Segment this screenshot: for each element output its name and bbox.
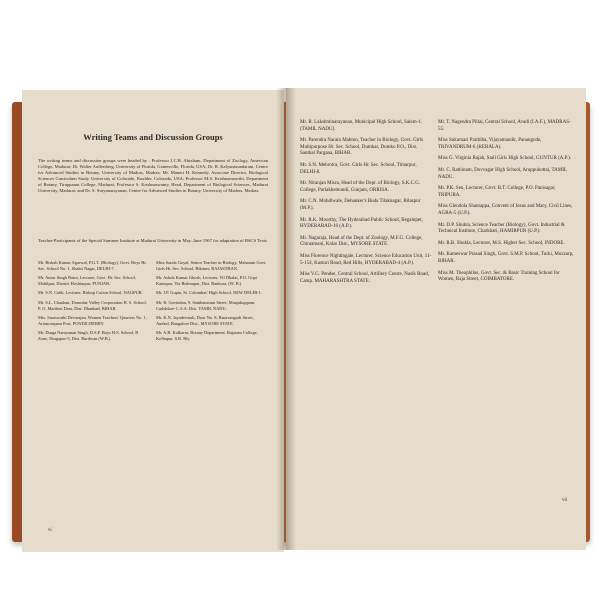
list-item: Mr. D.P. Shukla, Science Teacher (Biology), Govt. Industrial & Technical Institute, Charkhari, HAMIRPUR (U.P.). <box>438 222 565 235</box>
list-item: Miss Sarala Goyal, Senior Teacher in Biology, Maharani Govt. Girls Hr. Sec. School, Bikaner, RAJASTHAN. <box>156 260 267 271</box>
list-item: Mr. R. Govindan, 9, Santhanaram Street, Manjakuppam, Cuddalore-1, S.A. Dist. TAMIL NADU. <box>156 299 256 311</box>
left-page <box>22 90 284 552</box>
list-item: Mr. Nagaraja, Head of the Dept. of Zoology, M.F.G. College, Chintamani, Kolar Dist., MYSORE STATE. <box>300 235 423 248</box>
list-item: Miss M. Theophilus, Govt. Sec. & Basic Training School for Women, Raja Street, COIMBATORE. <box>438 270 560 283</box>
list-item: Mr. Rishab Kumar Agarwal, P.G.T. (Biology), Govt. Boys Hr. Sec. School No. 1, Shakti Nagar, DELHI-7. <box>38 260 147 271</box>
list-item: Mr. Awtar Singh Batra, Lecturer, Govt. Hr. Sec. School, Mahilpur, District Hoshiarpur, PUNJAB. <box>38 275 137 286</box>
list-item: Miss Glendola Shantappa, Convent of Jesus and Mary, Civil Lines, AGRA-5 (U.P.). <box>438 204 573 216</box>
list-item: Mr. A.R. Kulkarni, Botany Department, Rajaram College, Kolhapur, S.R. Rly. <box>156 330 258 341</box>
right-column-2 <box>438 120 574 289</box>
right-column-1 <box>300 120 432 290</box>
left-column-1 <box>38 260 148 346</box>
list-item: Mr. C. Rathinam, Dovvagar High School, Aruppukottai, TAMIL NADU. <box>438 167 567 180</box>
list-item: Mr. R. Lakshminarayanan, Municipal High School, Salem-1. (TAMIL NADU). <box>300 120 423 132</box>
intro-paragraph: The writing teams and discussion groups were headed by : Professor J.C.B. Abraham, Department of Zoology, American College, Madurai; Dr. Walter Auffenberg, University of Florida, Gainesville, Florida, USA; Dr. R. Kalyanasundaram, Centre for Advanced Studies in Botany, University of Madras, Madras; Mr. Manert H. Kennedy, Associate Director, Biological Sciences Curriculum Study, University of Colorado, Boulder, Colorado, USA; Professor M.S. Krishnamoorthi, Department of Botany, Tirupparan College, Madurai; Professor S. Krishnaswamy, Head, Department of Biological Sciences, Madurai University, Madurai; and Dr. S. Suryanarayanan, Centre for Advanced Studies in Botany, University of Madras, Madras. <box>38 158 268 193</box>
list-item: Mr. S.L. Chauhan, Damodar Valley Corporation H. S. School, P. O. Maithon Dam, Dist. Dhanbad, BIHAR. <box>38 299 147 311</box>
list-item: Miss Florence Nightingale, Lecturer, Science Education Unit, 11-5-154, Kasturi Road, Red Hills, HYDERABAD-4 (A.P.). <box>300 253 432 266</box>
list-item: Mr. S.N. Cabb, Lecturer, Bishop Cotton School, NAGPUR. <box>38 290 143 296</box>
list-item: Mr. R.K. Moorthy, The Hyderabad Public School, Begampet, HYDERABAD-16 (A.P.). <box>300 217 423 230</box>
list-item: Miss Sukumari Prathiba, Vijayamandir, Panangode, TRIVANDRUM-6 (KERALA). <box>438 138 542 150</box>
right-page <box>286 88 586 550</box>
list-item: Miss V.G. Pendse, Central School, Artillery Centre, Nasik Road, Camp. MAHARASHTRA STATE. <box>300 272 429 284</box>
list-item: Mr. Kameswar Prasad Singh, Govt. S.M.P. School, Turki, Muzzarp, BIHAR. <box>438 252 574 264</box>
list-item: Mr. K.N. Jayadevaiah, Door No. 8, Basavangudi Street, Anekal, Bangalore Dist., MYSORE STATE. <box>156 315 254 326</box>
list-item: Mrs. Saraswathi Devarajan, Women Teachers' Quarters No. 1, Ariancoupam Post, PONDICHERRY. <box>38 315 147 326</box>
list-item: Mr. C.N. Mohdiwale, Dehanker's Buda Tilaknagar, Bilaspur (M.P.). <box>300 199 421 211</box>
list-item: Mr. Durga Narayanan Singh, D.S.P. Boys H.S. School, B Zone, Durgapur-5, Dist. Burdwan (W.B.). <box>38 330 139 341</box>
list-item: Mr. Niranjan Misra, Head of the Dept. of Biology, S.K.C.G. College, Parlakhemundi, Gunjam, ORRISA. <box>300 181 421 193</box>
page-number: vii <box>562 498 568 503</box>
page-title: Writing Teams and Discussion Groups <box>83 132 223 142</box>
book-gutter <box>276 88 296 550</box>
list-item: Mr. R.B. Shukla, Lecturer, M.S. Higher Sec. School, INDORE. <box>438 240 565 246</box>
list-item: Mr. J.P. Gupta, St. Columbas' High School, NEW DELHI-1. <box>156 290 262 296</box>
list-item: Mr. P.K. Sen, Lecturer, Govt. B.T. College, P.O. Panisagar, TRIPURA. <box>438 186 556 198</box>
left-column-2 <box>156 260 268 346</box>
page-number: vi <box>48 528 52 533</box>
participants-subheading: Teacher-Participants of the Special Summer Institute at Madurai University in May–June 1967 for adaptation of BSCS Texts <box>38 238 268 243</box>
list-item: Mr. Ashok Kumar Ghosh, Lecturer, Vil Dhalai, P.O. Gopi Kantapur, Via Bishnupur, Dist. Bankura, (W. B.). <box>156 275 257 286</box>
list-item: Mr. Parendra Narain Mahton, Teacher in Biology, Govt. Girls Multipurpose Hr. Sec. School, Dumkar, Dumko P.O., Dist. Santhal Pargana, BIHAR. <box>300 138 424 157</box>
list-item: Mr. T. Nagendra Pillai, Central School, Avadi (I.A.F.), MADRAS-55. <box>438 120 571 132</box>
list-item: Mr. S.N. Mehrotra, Govt. Girls Hr. Sec. School, Timarpur, DELHI-8. <box>300 162 417 175</box>
open-book <box>12 102 590 542</box>
list-item: Miss G. Virginia Rajah, Stall Girls High School, GUNTUR (A.P.). <box>438 156 571 162</box>
